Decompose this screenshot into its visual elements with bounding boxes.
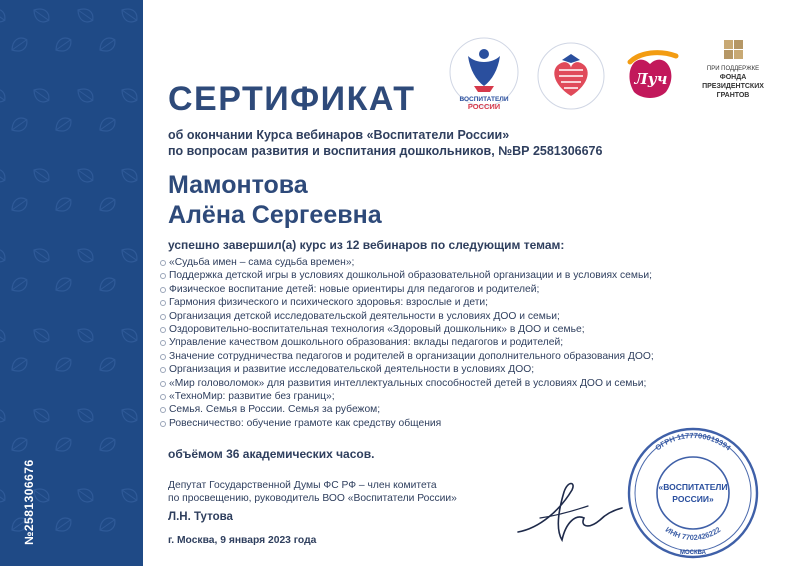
leaf-ornament (0, 485, 8, 505)
leaf-ornament (75, 165, 97, 185)
certificate-subtitle (168, 127, 728, 159)
leaf-ornament (119, 165, 141, 185)
place-and-date: г. Москва, 9 января 2023 года (168, 535, 317, 546)
handwritten-signature (510, 470, 630, 550)
logo-text: ПРЕЗИДЕНТСКИХ (702, 83, 764, 90)
leaf-ornament (53, 435, 75, 455)
list-item: Оздоровительно-воспитательная технология «Здоровый дошкольник» в ДОО и семье; (160, 323, 770, 336)
leaf-ornament (75, 245, 97, 265)
logo-text: РОССИИ (467, 102, 501, 111)
leaf-ornament (119, 325, 141, 345)
list-item: Значение сотрудничества педагогов и родителей в организации дополнительного образования ДОО; (160, 350, 770, 363)
leaf-ornament (0, 325, 8, 345)
leaf-ornament (53, 195, 75, 215)
leaf-ornament (9, 195, 31, 215)
leaf-ornament (141, 515, 143, 535)
leaf-ornament (31, 325, 53, 345)
list-item: «Мир головоломок» для развития интеллектуальных способностей детей в условиях ДОО и семьи; (160, 377, 770, 390)
leaf-ornament (75, 325, 97, 345)
list-item: Семья. Семья в России. Семья за рубежом; (160, 403, 770, 416)
leaf-ornament (141, 435, 143, 455)
leaf-ornament (119, 405, 141, 425)
leaf-ornament (31, 405, 53, 425)
vospitateli-rossii-logo (444, 34, 524, 114)
logo-text: ВОСПИТАТЕЛИ (459, 96, 509, 103)
leaf-ornament (141, 195, 143, 215)
leaf-ornament (0, 5, 8, 25)
leaf-ornament (9, 35, 31, 55)
certificate-number-vertical: №2581306676 (22, 459, 36, 545)
topics-list (160, 256, 770, 430)
leaf-ornament (119, 485, 141, 505)
leaf-ornament (9, 115, 31, 135)
leaf-ornament (97, 115, 119, 135)
leaf-ornament (9, 355, 31, 375)
leaf-ornament (119, 85, 141, 105)
leaf-ornament (97, 435, 119, 455)
leaf-ornament (141, 115, 143, 135)
list-item: «Судьба имен – сама судьба времен»; (160, 256, 770, 269)
leaf-ornament (119, 245, 141, 265)
leaf-ornament (53, 515, 75, 535)
stamp-inn: ИНН 7702426222 (663, 524, 723, 543)
official-stamp (618, 420, 768, 566)
leaf-ornament (53, 275, 75, 295)
leaf-ornament (75, 405, 97, 425)
stamp-center-text: «ВОСПИТАТЕЛИ (658, 482, 728, 492)
logo-text: Луч (634, 70, 668, 88)
leaf-ornament (9, 435, 31, 455)
recipient-name (168, 170, 382, 230)
leaf-ornament (97, 515, 119, 535)
signer-position-line: Депутат Государственной Думы ФС РФ – член комитета (168, 480, 437, 491)
list-item: «ТехноМир: развитие без границ»; (160, 390, 770, 403)
leaf-ornament (0, 165, 8, 185)
leaf-ornament (31, 165, 53, 185)
leaf-ornament (97, 195, 119, 215)
leaf-ornament (97, 35, 119, 55)
leaf-ornament (53, 35, 75, 55)
decorative-sidebar (0, 0, 143, 566)
signer-position-line: по просвещению, руководитель ВОО «Воспитатели России» (168, 493, 457, 504)
completion-statement: успешно завершил(а) курс из 12 вебинаров по следующим темам: (168, 238, 565, 252)
stamp-city: МОСКВА (679, 550, 707, 556)
subtitle-line: по вопросам развития и воспитания дошкольников, №ВР 2581306676 (168, 144, 603, 158)
list-item: Гармония физического и психического здоровья: взрослые и дети; (160, 296, 770, 309)
leaf-ornament (31, 5, 53, 25)
leaf-ornament (0, 245, 8, 265)
svg-text:ИНН 7702426222 (664, 525, 722, 542)
leaf-ornament (75, 85, 97, 105)
recipient-given-names: Алёна Сергеевна (168, 201, 382, 229)
partner-logos (440, 34, 800, 114)
leaf-ornament (97, 275, 119, 295)
signer-position (168, 479, 528, 505)
subtitle-line: об окончании Курса вебинаров «Воспитатели России» (168, 128, 510, 142)
list-item: Физическое воспитание детей: новые ориентиры для педагогов и родителей; (160, 283, 770, 296)
course-hours: объёмом 36 академических часов. (168, 447, 375, 461)
list-item: Ровесничество: обучение грамоте как средству общения (160, 417, 770, 430)
leaf-ornament (9, 275, 31, 295)
leaf-ornament (53, 115, 75, 135)
leaf-ornament (97, 355, 119, 375)
list-item: Организация детской исследовательской деятельности в условиях ДОО и семьи; (160, 310, 770, 323)
leaf-ornament (75, 5, 97, 25)
certificate-title: СЕРТИФИКАТ (168, 80, 416, 118)
leaf-ornament (75, 485, 97, 505)
logo-text: ГРАНТОВ (716, 92, 750, 99)
signer-name: Л.Н. Тутова (168, 511, 233, 523)
stamp-ogrn: ОГРН 1177700019394 (653, 430, 733, 453)
logo-text: ФОНДА (719, 74, 747, 81)
heart-circle-logo (532, 38, 610, 116)
leaf-ornament (0, 85, 8, 105)
leaf-ornament (141, 355, 143, 375)
leaf-ornament (0, 405, 8, 425)
leaf-ornament (141, 275, 143, 295)
leaf-ornament (141, 35, 143, 55)
list-item: Организация и развитие исследовательской деятельности в условиях ДОО; (160, 363, 770, 376)
list-item: Управление качеством дошкольного образования: вклады педагогов и родителей; (160, 336, 770, 349)
recipient-surname: Мамонтова (168, 171, 308, 199)
leaf-ornament (31, 85, 53, 105)
stamp-center-text: РОССИИ» (672, 494, 714, 504)
leaf-ornament (119, 5, 141, 25)
leaf-ornament (53, 355, 75, 375)
presidential-grants-logo (690, 38, 776, 108)
list-item: Поддержка детской игры в условиях дошкольной образовательной организации и в условиях семьи; (160, 269, 770, 282)
leaf-ornament (31, 245, 53, 265)
luch-logo (620, 42, 682, 104)
logo-text: ПРИ ПОДДЕРЖКЕ (706, 66, 760, 72)
